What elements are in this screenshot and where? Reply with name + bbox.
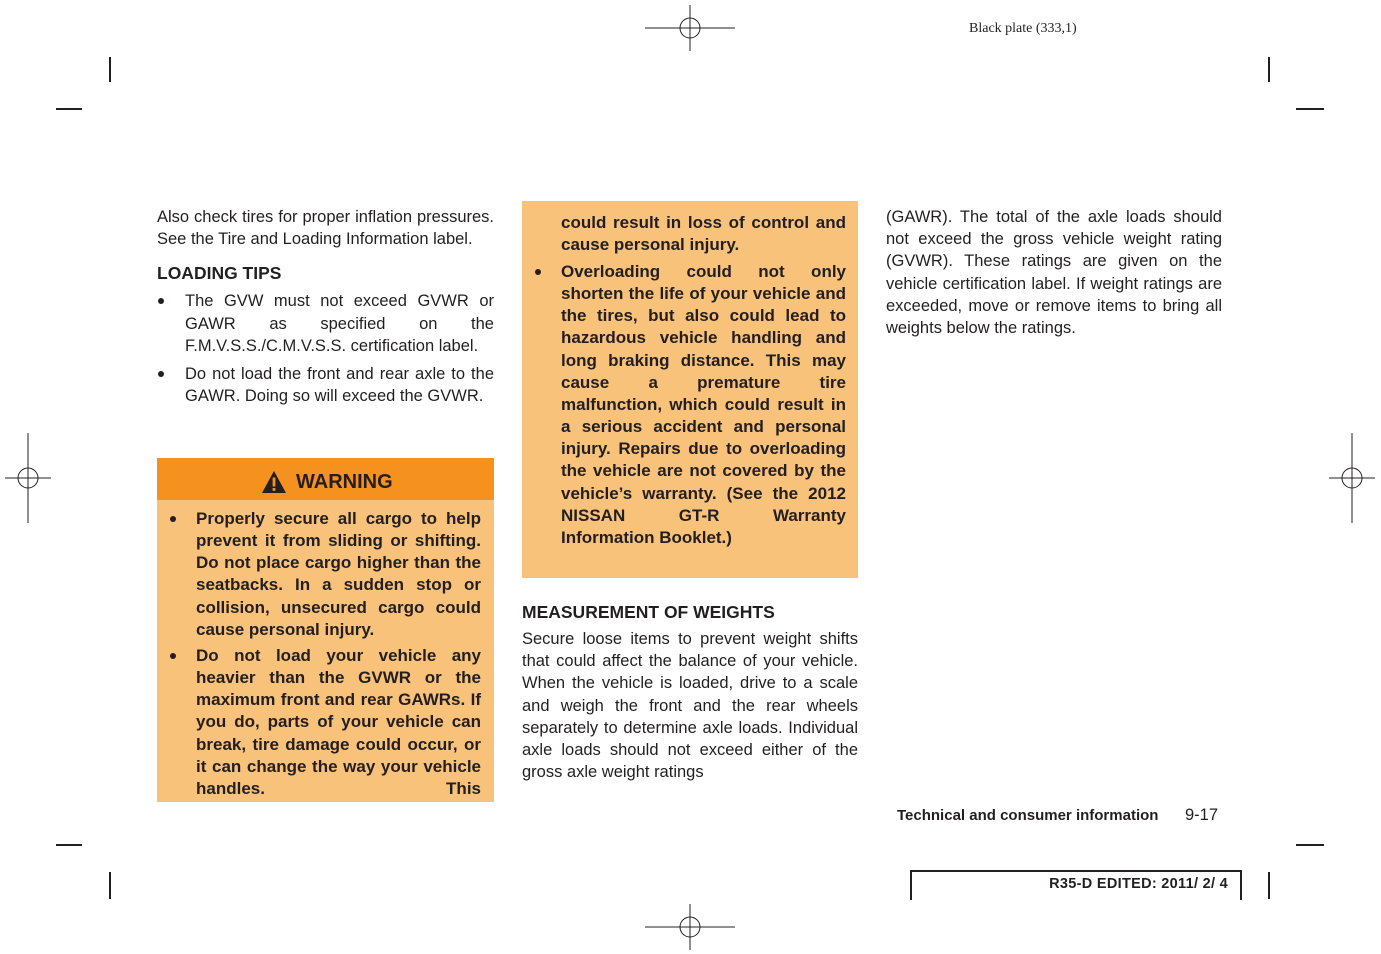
list-item-text: Do not load the front and rear axle to the GAWR. Doing so will exceed the GVWR. (185, 365, 494, 406)
list-item (157, 363, 494, 407)
ratings-paragraph: (GAWR). The total of the axle loads should not exceed the gross vehicle weight rating (GVWR). These ratings are given on the vehicle certification label. If weight ratings are exceeded, move or remove items to bring all weights below the ratings. (886, 208, 1222, 338)
bullet-icon (158, 371, 164, 377)
registration-mark-left-icon (5, 433, 51, 523)
footer-section-title: Technical and consumer information (897, 807, 1159, 824)
plate-label: Black plate (333,1) (969, 21, 1077, 36)
column-left (157, 206, 494, 407)
intro-paragraph: Also check tires for proper inflation pressures. See the Tire and Loading Information label. (157, 208, 494, 249)
warning-list (169, 508, 481, 800)
registration-mark-right-icon (1329, 433, 1375, 523)
warning-list-continued (534, 261, 846, 549)
list-item-text: The GVW must not exceed GVWR or GAWR as specified on the F.M.V.S.S./C.M.V.S.S. certification label. (185, 292, 494, 355)
warning-item (534, 261, 846, 549)
list-item (157, 290, 494, 357)
column-middle (522, 601, 858, 783)
crop-mark-top-right-horizontal (1296, 108, 1324, 110)
edited-stamp: R35-D EDITED: 2011/ 2/ 4 (1049, 876, 1228, 892)
column-right (886, 206, 1222, 339)
crop-mark-bottom-right-vertical (1268, 872, 1270, 899)
warning-triangle-icon (261, 470, 287, 494)
warning-item (169, 508, 481, 641)
bullet-icon (535, 269, 541, 275)
warning-item-text: Overloading could not only shorten the life of your vehicle and the tires, but also could lead to hazardous vehicle handling and long braking distance. This may cause a premature tire malfunction, which could result in a serious accident and personal injury. Repairs due to overloading the vehicle are not covered by the vehicle’s warranty. (See the 2012 NISSAN GT-R Warranty Information Booklet.) (561, 262, 846, 547)
crop-mark-bottom-left-horizontal (56, 844, 82, 846)
registration-mark-bottom-icon (645, 904, 735, 950)
measurement-paragraph: Secure loose items to prevent weight shifts that could affect the balance of your vehicle. When the vehicle is loaded, drive to a scale and weigh the front and the rear wheels separately to determine axle loads. Individual axle loads should not exceed either of the gross axle weight ratings (522, 630, 858, 782)
warning-item (169, 645, 481, 800)
warning-body-left (157, 500, 494, 802)
bullet-icon (170, 653, 176, 659)
warning-item-text: Properly secure all cargo to help prevent it from sliding or shifting. Do not place cargo higher than the seatbacks. In a sudden stop or collision, unsecured cargo could cause personal injury. (196, 509, 481, 639)
warning-item-text: Do not load your vehicle any heavier than the GVWR or the maximum front and rear GAWRs. If you do, parts of your vehicle can break, tire damage could occur, or it can change the way your vehicle handles. This (196, 645, 481, 798)
crop-mark-bottom-right-horizontal (1296, 844, 1324, 846)
crop-mark-bottom-left-vertical (109, 872, 111, 899)
measurement-heading: MEASUREMENT OF WEIGHTS (522, 602, 775, 622)
warning-body-right (522, 201, 858, 578)
crop-mark-top-left-horizontal (56, 108, 82, 110)
edited-stamp-box (910, 870, 1242, 900)
warning-title: WARNING (296, 471, 393, 493)
loading-tips-heading: LOADING TIPS (157, 263, 282, 284)
registration-mark-top-icon (645, 5, 735, 51)
crop-mark-top-left-vertical (109, 57, 111, 82)
loading-tips-list (157, 290, 494, 407)
crop-mark-top-right-vertical (1268, 57, 1270, 82)
page-number: 9-17 (1185, 806, 1219, 824)
bullet-icon (170, 516, 176, 522)
warning-continuation: could result in loss of control and cause personal injury. (561, 213, 846, 255)
bullet-icon (158, 298, 164, 304)
